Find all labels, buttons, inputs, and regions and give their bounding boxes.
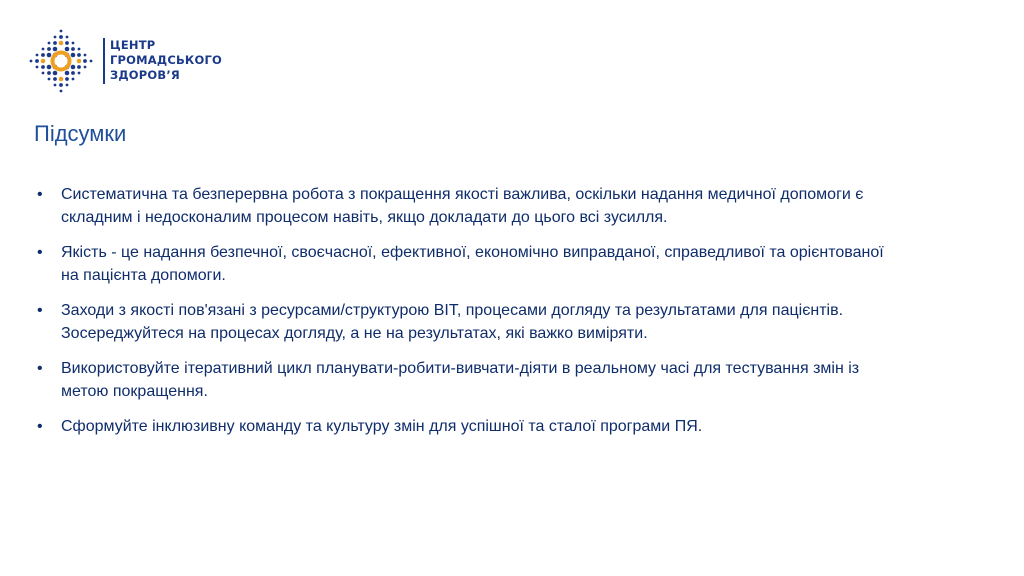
bullet-item (30, 184, 890, 229)
bullet-item (30, 242, 890, 287)
bullet-text: Систематична та безперервна робота з покращення якості важлива, оскільки надання медичної допомоги є складним і недосконалим процесом навіть, якщо докладати до цього всі зусилля. (61, 186, 864, 226)
public-health-center-logo-icon (28, 28, 94, 94)
logo-wordmark (110, 38, 222, 83)
bullet-item (30, 300, 890, 345)
logo-divider (103, 38, 105, 84)
bullet-marker: • (37, 418, 43, 435)
bullet-text: Використовуйте ітеративний цикл планувати-робити-вивчати-діяти в реальному часі для тестування змін із метою покращення. (61, 360, 860, 400)
logo-line-1: ЦЕНТР (110, 38, 156, 52)
bullet-text: Заходи з якості пов'язані з ресурсами/структурою ВІТ, процесами догляду та результатами для пацієнтів. Зосереджуйтеся на процесах догляду, а не на результатах, які важко виміряти. (61, 302, 844, 342)
logo-line-2: ГРОМАДСЬКОГО (110, 53, 223, 67)
bullet-marker: • (37, 244, 43, 261)
bullet-marker: • (37, 186, 43, 203)
summary-bullet-list (30, 184, 890, 452)
bullet-marker: • (37, 360, 43, 377)
logo-line-3: ЗДОРОВ’Я (110, 68, 180, 82)
bullet-item (30, 358, 890, 403)
bullet-marker: • (37, 302, 43, 319)
bullet-item (30, 416, 890, 439)
bullet-text: Сформуйте інклюзивну команду та культуру змін для успішної та сталої програми ПЯ. (61, 418, 703, 435)
slide-title: Підсумки (34, 121, 127, 146)
bullet-text: Якість - це надання безпечної, своєчасної, ефективної, економічно виправданої, справедливої та орієнтованої на пацієнта допомоги. (61, 244, 884, 284)
organization-logo (28, 28, 228, 94)
